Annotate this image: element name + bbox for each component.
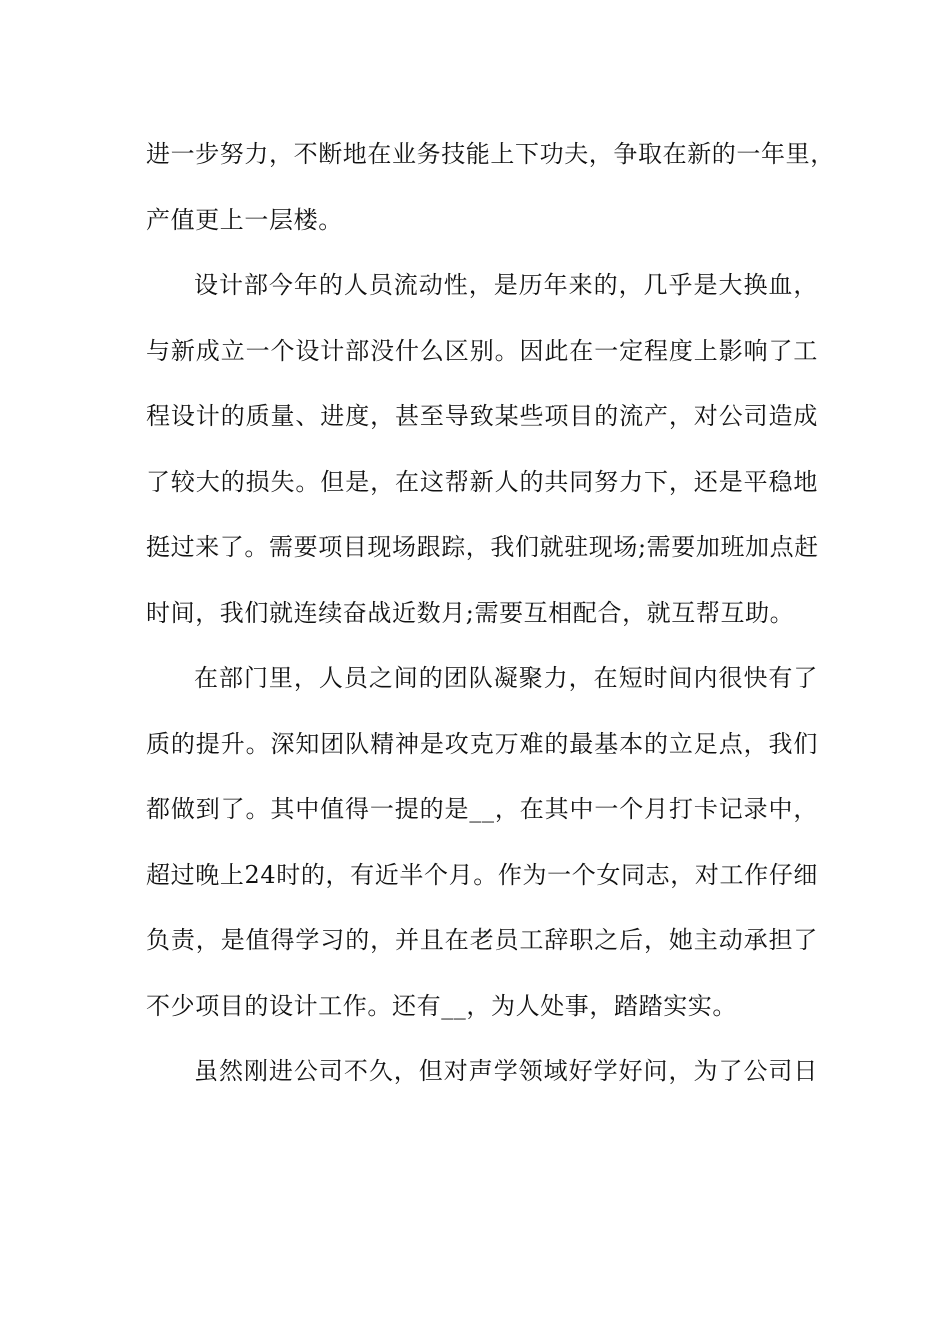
text-line-8: 时间，我们就连续奋战近数月;需要互相配合，就互帮互助。 (146, 598, 795, 627)
text-line-6: 了较大的损失。但是，在这帮新人的共同努力下，还是平稳地 (146, 467, 818, 496)
text-line-7: 挺过来了。需要项目现场跟踪，我们就驻现场;需要加班加点赶 (146, 533, 819, 561)
text-line-11: 都做到了。其中值得一提的是__，在其中一个月打卡记录中， (146, 795, 818, 823)
paragraph-start-line-9: 在部门里，人员之间的团队凝聚力，在短时间内很快有了 (194, 664, 818, 692)
text-line-13: 负责，是值得学习的，并且在老员工辞职之后，她主动承担了 (146, 926, 818, 954)
text-line-2: 产值更上一层楼。 (146, 205, 343, 234)
text-line-1: 进一步努力，不断地在业务技能上下功夫，争取在新的一年里， (146, 140, 835, 168)
body-text (146, 130, 835, 1113)
text-line-12: 超过晚上24时的，有近半个月。作为一个女同志，对工作仔细 (146, 860, 818, 889)
paragraph-start-line-15: 虽然刚进公司不久，但对声学领域好学好问，为了公司日 (194, 1057, 818, 1085)
text-line-14: 不少项目的设计工作。还有__，为人处事，踏踏实实。 (146, 991, 737, 1020)
paragraph-start-line-3: 设计部今年的人员流动性，是历年来的，几乎是大换血， (194, 271, 818, 299)
text-line-10: 质的提升。深知团队精神是攻克万难的最基本的立足点，我们 (146, 729, 818, 758)
text-line-5: 程设计的质量、进度，甚至导致某些项目的流产，对公司造成 (146, 402, 818, 430)
text-line-4: 与新成立一个设计部没什么区别。因此在一定程度上影响了工 (146, 336, 818, 365)
